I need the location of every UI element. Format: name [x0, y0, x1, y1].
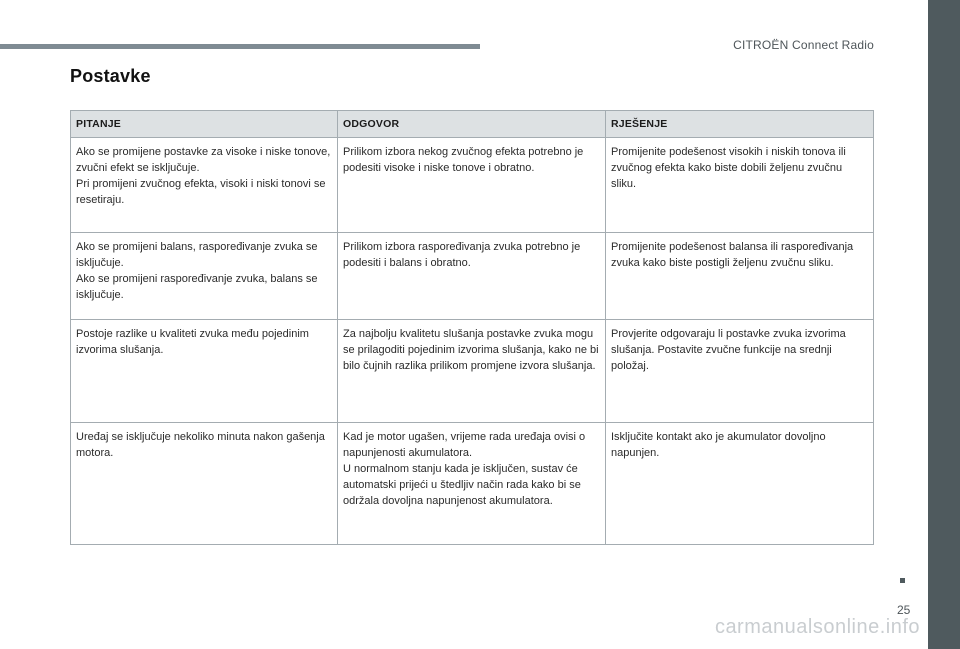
answer-cell: Kad je motor ugašen, vrijeme rada uređaja ovisi o napunjenosti akumulatora. U normalnom stanju kada je isključen, sustav će automatski prijeći u štedljiv način rada kako bi se održala dovoljna napunjenost akumulatora. [338, 423, 606, 545]
solution-cell: Isključite kontakt ako je akumulator dovoljno napunjen. [606, 423, 874, 545]
header-brand: CITROËN Connect Radio [733, 38, 874, 52]
faq-table [70, 110, 874, 545]
table-row [71, 423, 874, 545]
question-cell: Postoje razlike u kvaliteti zvuka među pojedinim izvorima slušanja. [71, 320, 338, 423]
question-cell: Ako se promijeni balans, raspoređivanje zvuka se isključuje. Ako se promijeni raspoređivanje zvuka, balans se isključuje. [71, 233, 338, 320]
answer-cell: Prilikom izbora raspoređivanja zvuka potrebno je podesiti i balans i obratno. [338, 233, 606, 320]
column-header-answer: ODGOVOR [338, 111, 606, 138]
table-row [71, 233, 874, 320]
solution-cell: Promijenite podešenost visokih i niskih tonova ili zvučnog efekta kako biste dobili željenu zvučnu sliku. [606, 138, 874, 233]
answer-cell: Za najbolju kvalitetu slušanja postavke zvuka mogu se prilagoditi pojedinim izvorima slušanja, kako ne bi bilo čujnih razlika prilikom promjene izvora slušanja. [338, 320, 606, 423]
question-cell: Ako se promijene postavke za visoke i niske tonove, zvučni efekt se isključuje. Pri promijeni zvučnog efekta, visoki i niski tonovi se resetiraju. [71, 138, 338, 233]
table-header-row [71, 111, 874, 138]
page-marker [900, 578, 905, 583]
side-band [928, 0, 960, 649]
table-row [71, 138, 874, 233]
header-rule [0, 44, 480, 49]
page-title: Postavke [70, 66, 151, 86]
solution-cell: Promijenite podešenost balansa ili raspoređivanja zvuka kako biste postigli željenu zvučnu sliku. [606, 233, 874, 320]
page-number: 25 [897, 603, 911, 617]
column-header-solution: RJEŠENJE [606, 111, 874, 138]
question-cell: Uređaj se isključuje nekoliko minuta nakon gašenja motora. [71, 423, 338, 545]
solution-cell: Provjerite odgovaraju li postavke zvuka izvorima slušanja. Postavite zvučne funkcije na srednji položaj. [606, 320, 874, 423]
table-row [71, 320, 874, 423]
answer-cell: Prilikom izbora nekog zvučnog efekta potrebno je podesiti visoke i niske tonove i obratno. [338, 138, 606, 233]
column-header-question: PITANJE [71, 111, 338, 138]
watermark: carmanualsonline.info [714, 616, 920, 638]
